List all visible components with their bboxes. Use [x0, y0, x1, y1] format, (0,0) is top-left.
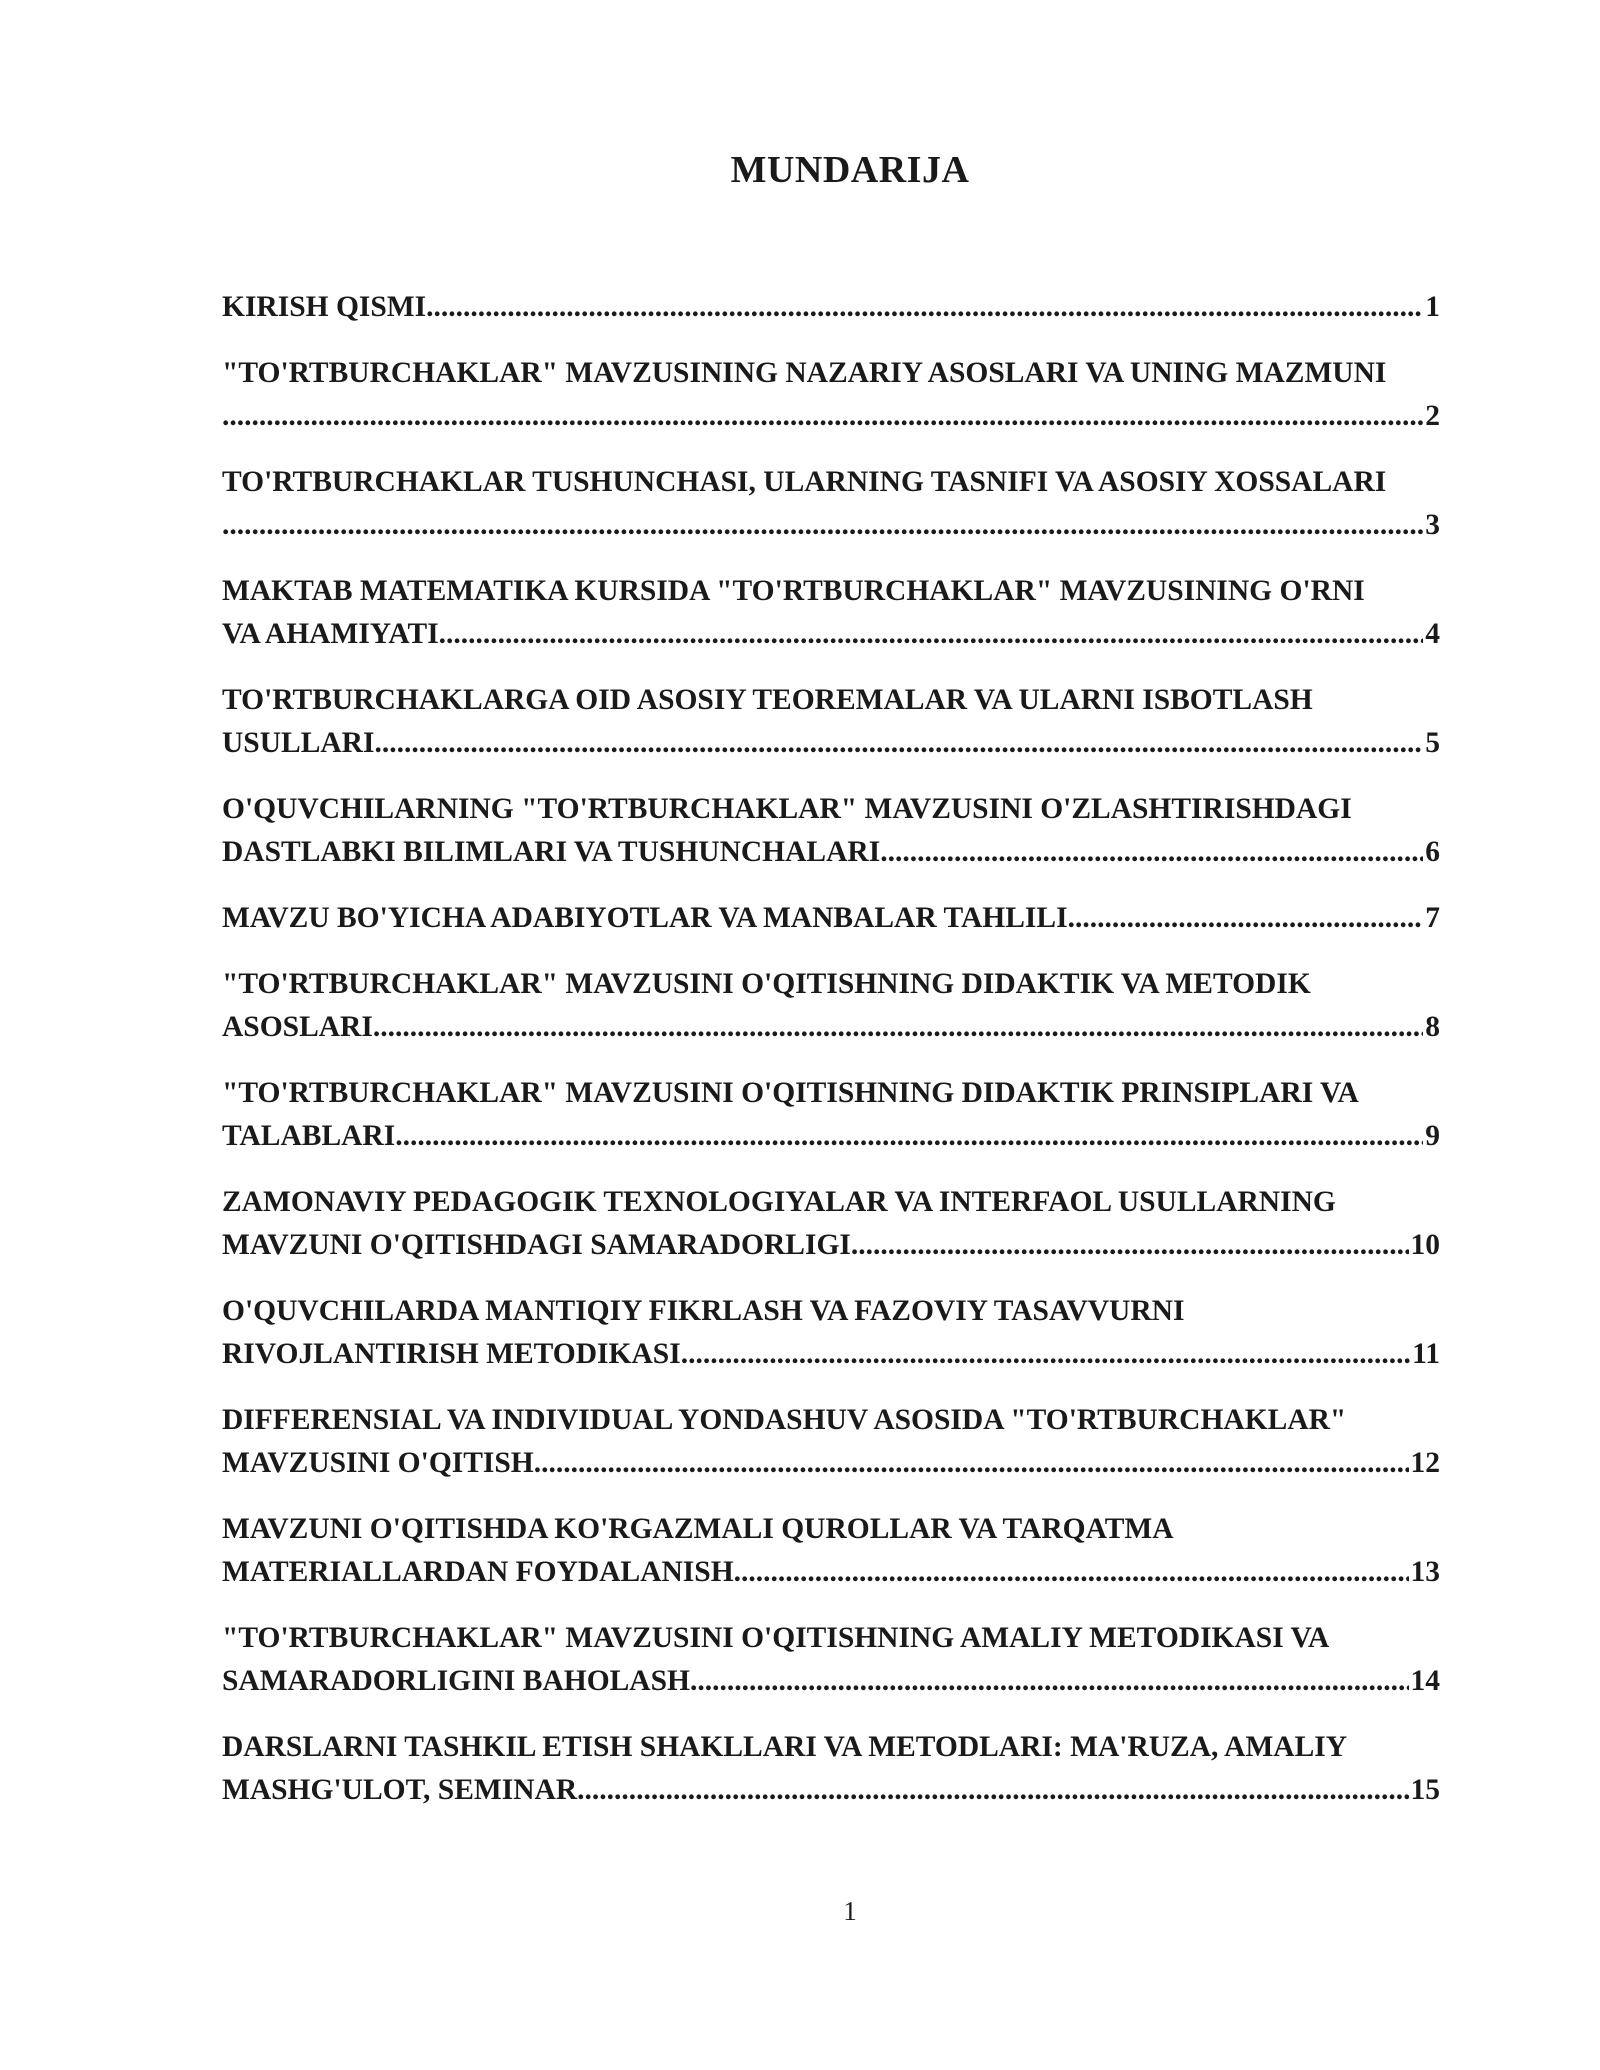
- dot-leader: [577, 1769, 1408, 1812]
- toc-page-number: 6: [1425, 836, 1440, 868]
- toc-entry-title: "TO'RTBURCHAKLAR" MAVZUSINING NAZARIY ASOSLARI VA UNING MAZMUNI: [222, 357, 1387, 389]
- toc-entry-title: MAVZUNI O'QITISHDA KO'RGAZMALI QUROLLAR VA TARQATMA: [222, 1513, 1174, 1545]
- toc-entry-title-continuation: MASHG'ULOT, SEMINAR: [222, 1774, 578, 1806]
- toc-entry-title: MAKTAB MATEMATIKA KURSIDA "TO'RTBURCHAKLAR" MAVZUSINING O'RNI: [222, 575, 1365, 607]
- toc-entry-title: DARSLARNI TASHKIL ETISH SHAKLLARI VA METODLARI: MA'RUZA, AMALIY: [222, 1731, 1348, 1763]
- toc-entry-leader-line: [222, 504, 1440, 547]
- toc-page-number: 15: [1410, 1774, 1440, 1806]
- toc-entry-title-continuation: MAVZUNI O'QITISHDAGI SAMARADORLIGI: [222, 1229, 851, 1261]
- toc-entry[interactable]: [222, 461, 1440, 547]
- toc-entry-title-continuation: DASTLABKI BILIMLARI VA TUSHUNCHALARI: [222, 836, 881, 868]
- toc-entry[interactable]: [222, 286, 1440, 329]
- toc-entry-title: O'QUVCHILARNING "TO'RTBURCHAKLAR" MAVZUSINI O'ZLASHTIRISHDAGI: [222, 793, 1352, 825]
- dot-leader: [1068, 897, 1424, 940]
- toc-entry-leader-line: [222, 1224, 1440, 1267]
- toc-page-number: 14: [1410, 1665, 1440, 1697]
- toc-entry[interactable]: [222, 788, 1440, 874]
- toc-entry[interactable]: [222, 679, 1440, 765]
- dot-leader: [534, 1442, 1409, 1485]
- dot-leader: [690, 1660, 1409, 1703]
- toc-entry-title-continuation: RIVOJLANTIRISH METODIKASI: [222, 1338, 681, 1370]
- toc-entry-title-continuation: USULLARI: [222, 727, 375, 759]
- toc-page-number: 9: [1425, 1120, 1440, 1152]
- toc-page-number: 7: [1425, 902, 1440, 934]
- toc-entry-title: TO'RTBURCHAKLAR TUSHUNCHASI, ULARNING TASNIFI VA ASOSIY XOSSALARI: [222, 466, 1387, 498]
- toc-entry-leader-line: [222, 722, 1440, 765]
- toc-entry[interactable]: [222, 1508, 1440, 1594]
- toc-page-number: 1: [1425, 291, 1440, 323]
- dot-leader: [222, 504, 1423, 547]
- toc-page-number: 10: [1410, 1229, 1440, 1261]
- page-title: MUNDARIJA: [730, 149, 970, 191]
- toc-entry-title-continuation: MATERIALLARDAN FOYDALANISH: [222, 1556, 734, 1588]
- toc-entry-leader-line: [222, 1769, 1440, 1812]
- toc-entry[interactable]: [222, 963, 1440, 1049]
- toc-entry-leader-line: [222, 1115, 1440, 1158]
- toc-entry-leader-line: [222, 286, 1440, 329]
- toc-page-number: 5: [1425, 727, 1440, 759]
- toc-entry-leader-line: [222, 613, 1440, 656]
- toc-entry[interactable]: [222, 1617, 1440, 1703]
- toc-page-number: 2: [1425, 400, 1440, 432]
- toc-entry-title: O'QUVCHILARDA MANTIQIY FIKRLASH VA FAZOVIY TASAVVURNI: [222, 1295, 1185, 1327]
- dot-leader: [439, 613, 1424, 656]
- toc-entry-leader-line: [222, 1006, 1440, 1049]
- footer-page-number: 1: [843, 1896, 857, 1926]
- dot-leader: [373, 1006, 1423, 1049]
- toc-page-number: 11: [1412, 1338, 1440, 1370]
- toc-entry-title-continuation: TALABLARI: [222, 1120, 396, 1152]
- toc-entry-leader-line: [222, 1442, 1440, 1485]
- toc-entry-title: "TO'RTBURCHAKLAR" MAVZUSINI O'QITISHNING AMALIY METODIKASI VA: [222, 1622, 1330, 1654]
- toc-entry[interactable]: [222, 1726, 1440, 1812]
- toc-entry[interactable]: [222, 1072, 1440, 1158]
- toc-entry-title: TO'RTBURCHAKLARGA OID ASOSIY TEOREMALAR VA ULARNI ISBOTLASH: [222, 684, 1313, 716]
- toc-entry-leader-line: [222, 1660, 1440, 1703]
- dot-leader: [880, 831, 1423, 874]
- toc-entry-leader-line: [222, 1551, 1440, 1594]
- table-of-contents: [222, 286, 1440, 1835]
- toc-entry-title-continuation: VA AHAMIYATI: [222, 618, 439, 650]
- dot-leader: [374, 722, 1423, 765]
- toc-entry-leader-line: [222, 897, 1440, 940]
- toc-entry-title-continuation: ASOSLARI: [222, 1011, 373, 1043]
- toc-entry[interactable]: [222, 352, 1440, 438]
- toc-entry-title-continuation: MAVZU BO'YICHA ADABIYOTLAR VA MANBALAR TAHLILI: [222, 902, 1068, 934]
- dot-leader: [851, 1224, 1409, 1267]
- toc-page-number: 12: [1410, 1447, 1440, 1479]
- toc-page-number: 4: [1425, 618, 1440, 650]
- toc-entry-leader-line: [222, 1333, 1440, 1376]
- toc-entry-title-continuation: MAVZUSINI O'QITISH: [222, 1447, 534, 1479]
- toc-entry-title: DIFFERENSIAL VA INDIVIDUAL YONDASHUV ASOSIDA "TO'RTBURCHAKLAR": [222, 1404, 1347, 1436]
- toc-page-number: 3: [1425, 509, 1440, 541]
- toc-page-number: 13: [1410, 1556, 1440, 1588]
- toc-entry-leader-line: [222, 831, 1440, 874]
- toc-entry-title: "TO'RTBURCHAKLAR" MAVZUSINI O'QITISHNING DIDAKTIK VA METODIK: [222, 968, 1311, 1000]
- toc-entry[interactable]: [222, 1399, 1440, 1485]
- toc-page-number: 8: [1425, 1011, 1440, 1043]
- dot-leader: [426, 286, 1423, 329]
- toc-entry-title: "TO'RTBURCHAKLAR" MAVZUSINI O'QITISHNING DIDAKTIK PRINSIPLARI VA: [222, 1077, 1359, 1109]
- toc-entry[interactable]: [222, 1181, 1440, 1267]
- toc-entry-title: ZAMONAVIY PEDAGOGIK TEXNOLOGIYALAR VA INTERFAOL USULLARNING: [222, 1186, 1336, 1218]
- dot-leader: [734, 1551, 1409, 1594]
- toc-entry[interactable]: [222, 1290, 1440, 1376]
- dot-leader: [681, 1333, 1410, 1376]
- toc-entry-title-continuation: KIRISH QISMI: [222, 291, 427, 323]
- toc-entry-title-continuation: SAMARADORLIGINI BAHOLASH: [222, 1665, 690, 1697]
- toc-entry[interactable]: [222, 570, 1440, 656]
- dot-leader: [395, 1115, 1423, 1158]
- dot-leader: [222, 395, 1423, 438]
- toc-entry-leader-line: [222, 395, 1440, 438]
- toc-entry[interactable]: [222, 897, 1440, 940]
